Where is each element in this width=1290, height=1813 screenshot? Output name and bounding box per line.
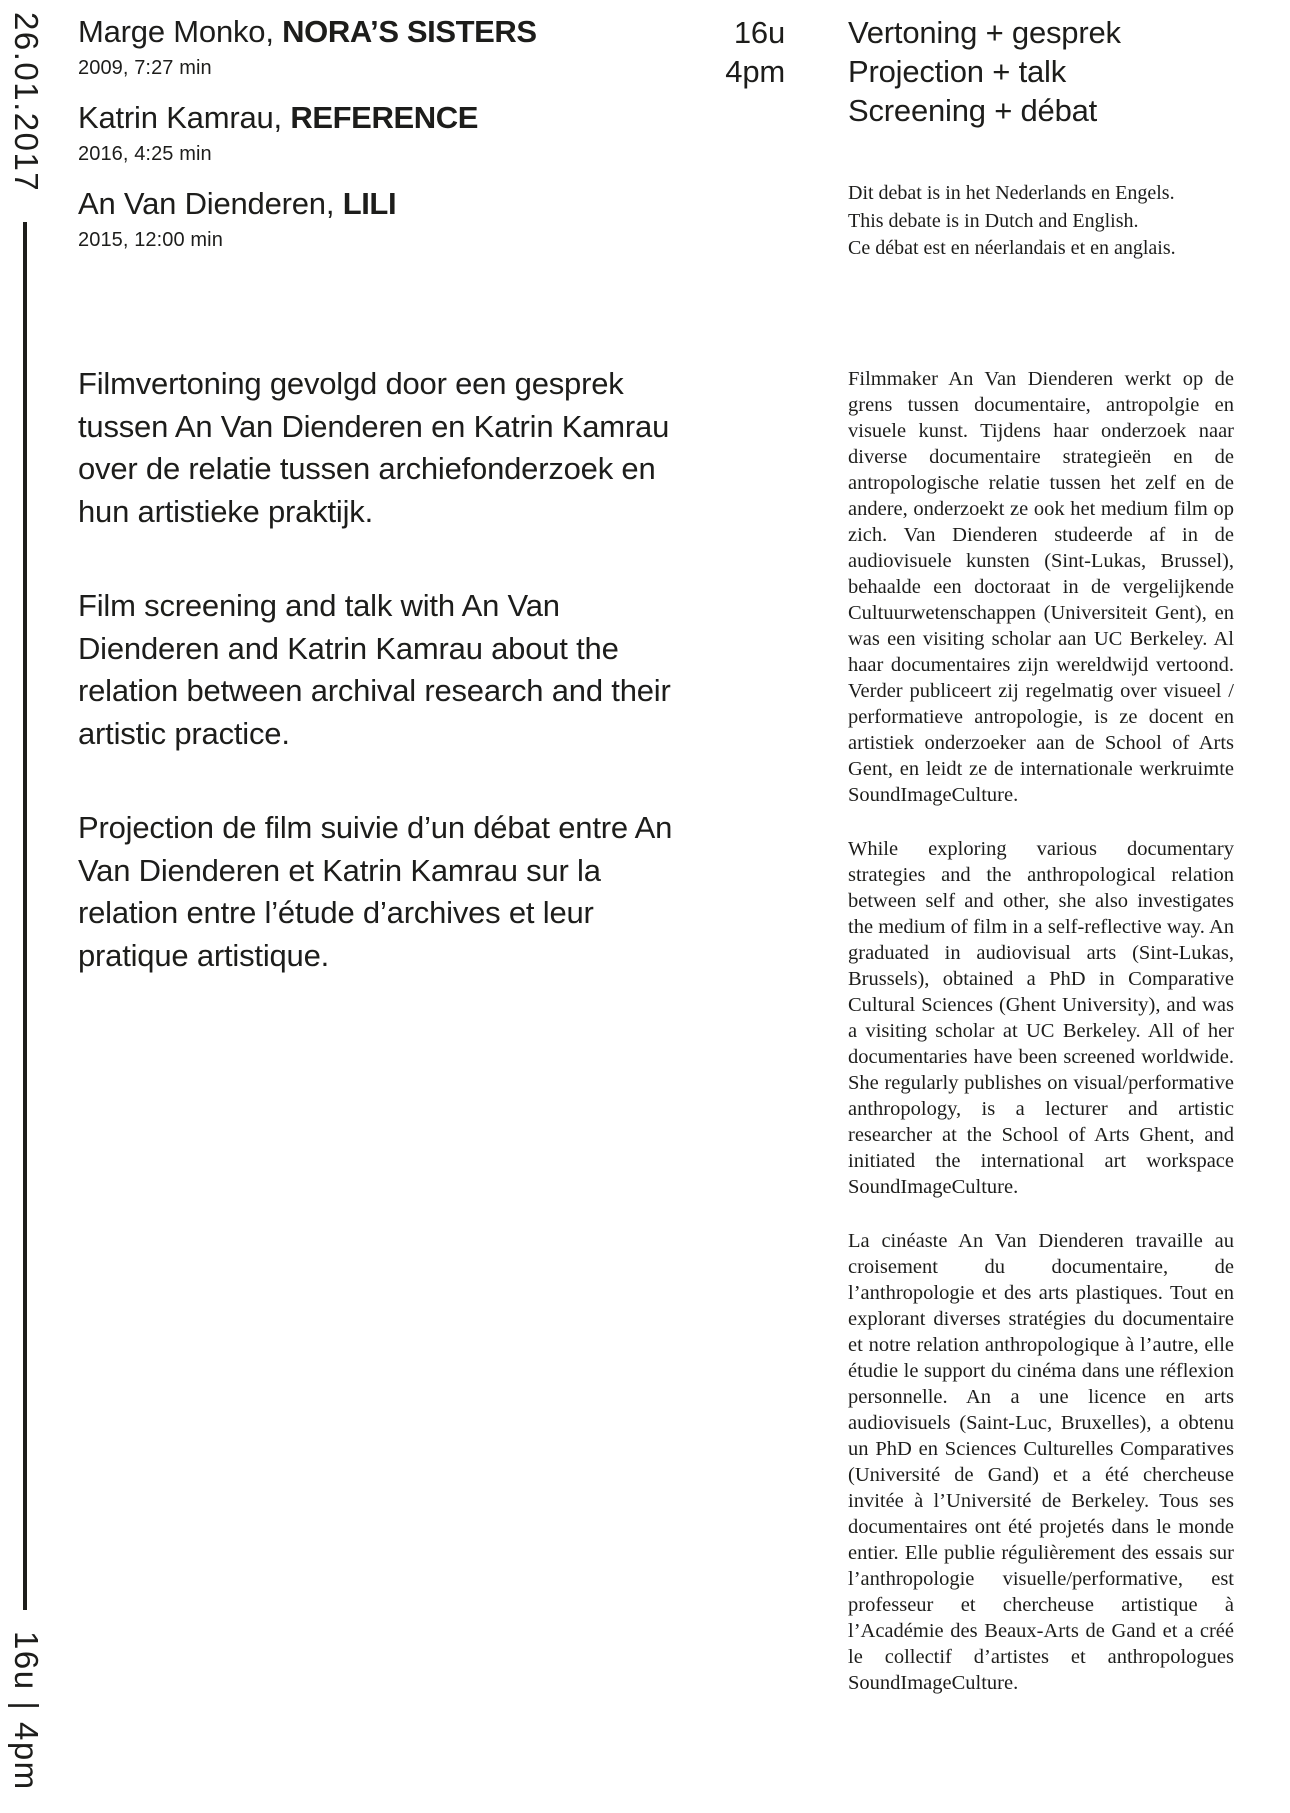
film-item	[78, 13, 658, 80]
bio-paragraph-en: While exploring various documentary strategies and the anthropological relation between self and other, she also investigates the medium of film in a self-reflective way. An graduated in audiovisual arts (Sint-Lukas, Brussels), obtained a PhD in Comparative Cultural Sciences (Ghent University), and was a visiting scholar at UC Berkeley. All of her documentaries have been screened worldwide. She regularly publishes on visual/performative anthropology, is a lecturer and artistic researcher at the School of Arts Ghent, and initiated the international art workspace SoundImageCulture.	[848, 838, 1234, 1198]
film-artist: An Van Dienderen,	[78, 186, 335, 221]
film-title: LILI	[342, 186, 397, 221]
screening-time-english: 4pm	[725, 54, 785, 89]
screening-time-local: 16u	[733, 15, 785, 50]
event-type-line-en: Projection + talk	[848, 54, 1067, 89]
screening-time	[650, 13, 785, 91]
film-meta: 2016, 4:25 min	[78, 143, 212, 165]
film-item	[78, 185, 658, 252]
event-header	[848, 13, 1248, 263]
description-paragraph-nl: Filmvertoning gevolgd door een gesprek tussen An Van Dienderen en Katrin Kamrau over de relatie tussen archiefonderzoek en hun artistieke praktijk.	[78, 366, 670, 529]
language-note-line-fr: Ce débat est en néerlandais et en anglais.	[848, 237, 1176, 259]
film-meta: 2015, 12:00 min	[78, 229, 223, 251]
film-heading	[78, 185, 658, 223]
film-title: NORA’S SISTERS	[282, 14, 537, 49]
film-list	[78, 13, 658, 271]
film-heading	[78, 13, 658, 51]
film-artist: Marge Monko,	[78, 14, 274, 49]
film-item	[78, 99, 658, 166]
film-heading	[78, 99, 658, 137]
event-type-line-fr: Screening + débat	[848, 93, 1098, 128]
event-type	[848, 13, 1248, 130]
event-date-vertical: 26.01.2017	[8, 12, 45, 193]
film-artist: Katrin Kamrau,	[78, 100, 282, 135]
language-note	[848, 180, 1248, 263]
artist-bio	[848, 366, 1234, 1696]
event-type-line-nl: Vertoning + gesprek	[848, 15, 1121, 50]
description-paragraph-fr: Projection de film suivie d’un débat entre An Van Dienderen et Katrin Kamrau sur la relation entre l’étude d’archives et leur pratique artistique.	[78, 810, 673, 973]
language-note-line-en: This debate is in Dutch and English.	[848, 209, 1139, 232]
bio-paragraph-nl: Filmmaker An Van Dienderen werkt op de grens tussen documentaire, antropolgie en visuele kunst. Tijdens haar onderzoek naar diverse documentaire strategieën en de antropologische relatie tussen het zelf en de andere, onderzoekt ze ook het medium film op zich. Van Dienderen studeerde af in de audiovisuele kunsten (Sint-Lukas, Brussel), behaalde een doctoraat in de vergelijkende Cultuurwetenschappen (Universiteit Gent), en was een visiting scholar aan UC Berkeley. Al haar documentaires zijn wereldwijd vertoond. Verder publiceert zij regelmatig over visueel / performatieve antropologie, is ze docent en artistiek onderzoeker aan de School of Arts Gent, en leidt ze de internationale werkruimte SoundImageCulture.	[848, 368, 1234, 806]
bio-paragraph-fr: La cinéaste An Van Dienderen travaille au croisement du documentaire, de l’anthropologie et des arts plastiques. Tout en explorant diverses stratégies du documentaire et notre relation anthropologique à l’autre, elle étudie le support du cinéma dans une réflexion personnelle. An a une licence en arts audiovisuels (Saint-Luc, Bruxelles), a obtenu un PhD en Sciences Culturelles Comparatives (Université de Gand) et a été chercheuse invitée à l’Université de Berkeley. Tous ses documentaires ont été projetés dans le monde entier. Elle publie régulièrement des essais sur l’anthropologie visuelle/performative, est professeur et chercheuse artistique à l’Académie des Beaux-Arts de Gand et a créé le collectif d’artistes et anthropologues SoundImageCulture.	[848, 1230, 1234, 1694]
vertical-rule	[23, 222, 27, 1610]
language-note-line-nl: Dit debat is in het Nederlands en Engels.	[848, 182, 1175, 204]
film-title: REFERENCE	[290, 100, 478, 135]
description-paragraph-en: Film screening and talk with An Van Dienderen and Katrin Kamrau about the relation between archival research and their artistic practice.	[78, 588, 671, 751]
event-time-vertical: 16u | 4pm	[8, 1631, 45, 1791]
film-meta: 2009, 7:27 min	[78, 57, 212, 79]
event-description	[78, 363, 684, 977]
